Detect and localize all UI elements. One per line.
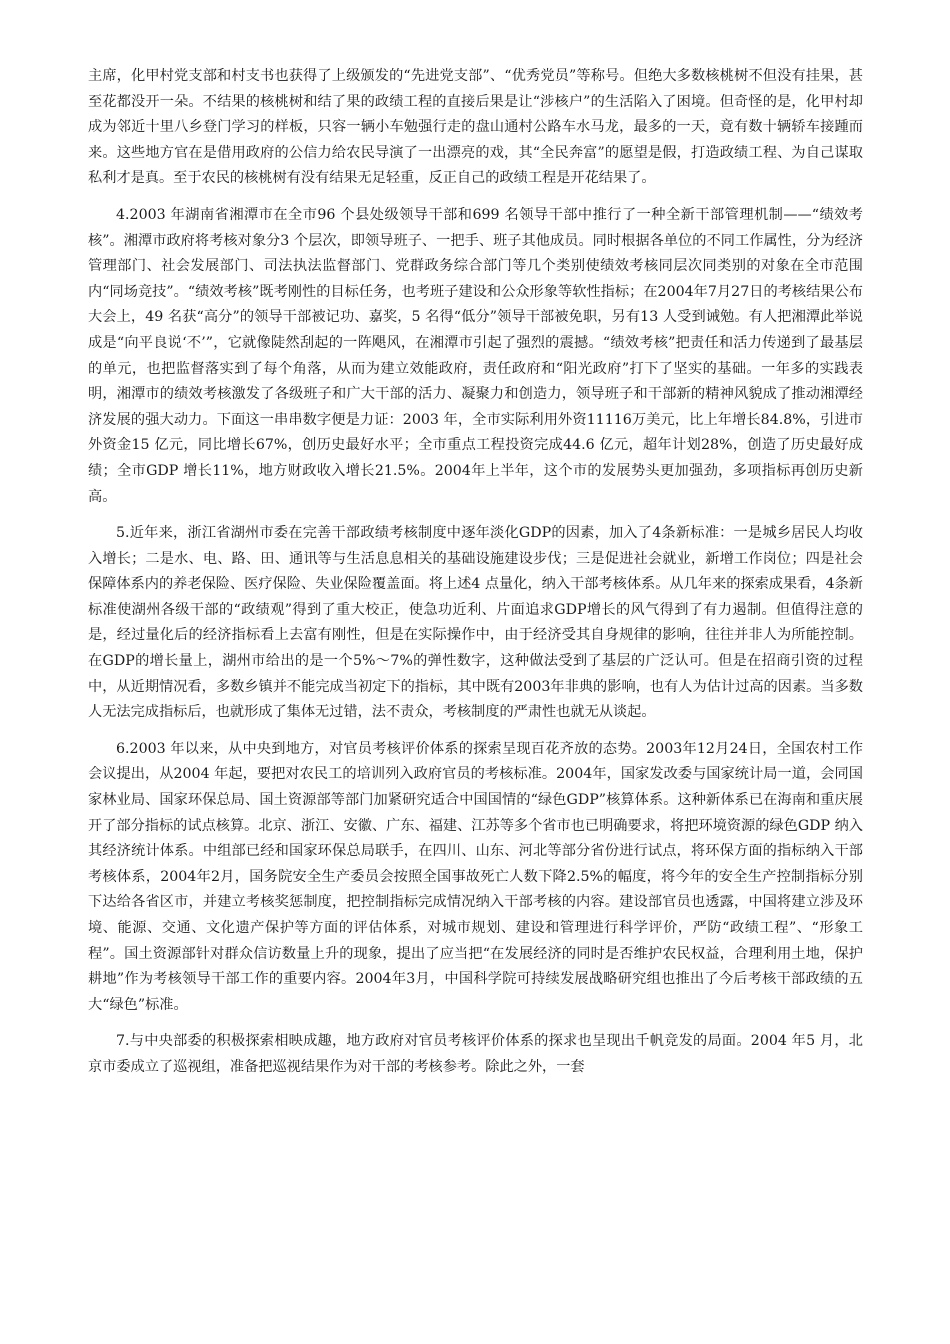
- document-body: [88, 64, 863, 1092]
- paragraph-item-6: 6.2003 年以来，从中央到地方，对官员考核评价体系的探索呈现百花齐放的态势。2003年12月24日，全国农村工作会议提出，从2004 年起，要把对农民工的培训列入政府官员的考核标准。2004年，国家发改委与国家统计局一道，会同国家林业局、国家环保总局、国土资源部等部门加紧研究适合中国国情的“绿色GDP”核算体系。这种新体系已在海南和重庆展开了部分指标的试点核算。北京、浙江、安徽、广东、福建、江苏等多个省市也已明确要求，将把环境资源的绿色GDP 纳入其经济统计体系。中组部已经和国家环保总局联手，在四川、山东、河北等部分省份进行试点，将环保方面的指标纳入干部考核体系，2004年2月，国务院安全生产委员会按照全国事故死亡人数下降2.5%的幅度，将今年的安全生产控制指标分别下达给各省区市，并建立考核奖惩制度，把控制指标完成情况纳入干部考核的内容。建设部官员也透露，中国将建立涉及环境、能源、交通、文化遗产保护等方面的评估体系，对城市规划、建设和管理进行科学评价，严防“政绩工程”、“形象工程”。国土资源部针对群众信访数量上升的现象，提出了应当把“在发展经济的同时是否维护农民权益，合理利用土地，保护耕地”作为考核领导干部工作的重要内容。2004年3月，中国科学院可持续发展战略研究组也推出了今后考核干部政绩的五大“绿色”标准。: [88, 740, 863, 1013]
- paragraph-continuation: 主席，化甲村党支部和村支书也获得了上级颁发的“先进党支部”、“优秀党员”等称号。但绝大多数核桃树不但没有挂果，甚至花都没开一朵。不结果的核桃树和结了果的政绩工程的直接后果是让“涉核户”的生活陷入了困境。但奇怪的是，化甲村却成为邻近十里八乡登门学习的样板，只容一辆小车勉强行走的盘山通村公路车水马龙，最多的一天，竟有数十辆轿车接踵而来。这些地方官在是借用政府的公信力给农民导演了一出漂亮的戏，其“全民奔富”的愿望是假，打造政绩工程、为自己谋取私利才是真。至于农民的核桃树有没有结果无足轻重，反正自己的政绩工程是开花结果了。: [88, 68, 863, 187]
- paragraph-item-4: 4.2003 年湖南省湘潭市在全市96 个县处级领导干部和699 名领导干部中推行了一种全新干部管理机制——“绩效考核”。湘潭市政府将考核对象分3 个层次，即领导班子、一把手、班子其他成员。同时根据各单位的不同工作属性，分为经济管理部门、社会发展部门、司法执法监督部门、党群政务综合部门等几个类别使绩效考核同层次同类别的对象在全市范围内“同场竞技”。“绩效考核”既考刚性的目标任务，也考班子建设和公众形象等软性指标；在2004年7月27日的考核结果公布大会上，49 名获“高分”的领导干部被记功、嘉奖，5 名得“低分”领导干部被免职，另有13 人受到诫勉。有人把湘潭此举说成是“向平良说‘不’”，它就像陡然刮起的一阵飓风，在湘潭市引起了强烈的震撼。“绩效考核”把责任和活力传递到了最基层的单元，也把监督落实到了每个角落，从而为建立效能政府，责任政府和“阳光政府”打下了坚实的基础。一年多的实践表明，湘潭市的绩效考核激发了各级班子和广大干部的活力、凝聚力和创造力，领导班子和干部新的精神风貌成了推动湘潭经济发展的强大动力。下面这一串串数字便是力证：2003 年，全市实际利用外资11116万美元，比上年增长84.8%，引进市外资金15 亿元，同比增长67%，创历史最好水平；全市重点工程投资完成44.6 亿元，超年计划28%，创造了历史最好成绩；全市GDP 增长11%，地方财政收入增长21.5%。2004年上半年，这个市的发展势头更加强劲，多项指标再创历史新高。: [88, 206, 863, 505]
- paragraph-item-7: 7.与中央部委的积极探索相映成趣，地方政府对官员考核评价体系的探求也呈现出千帆竞发的局面。2004 年5 月，北京市委成立了巡视组，准备把巡视结果作为对干部的考核参考。除此之外，一套: [88, 1033, 863, 1075]
- paragraph-item-5: 5.近年来，浙江省湖州市委在完善干部政绩考核制度中逐年淡化GDP的因素，加入了4条新标准：一是城乡居民人均收入增长；二是水、电、路、田、通讯等与生活息息相关的基础设施建设步伐；三是促进社会就业，新增工作岗位；四是社会保障体系内的养老保险、医疗保险、失业保险覆盖面。将上述4 点量化，纳入干部考核体系。从几年来的探索成果看，4条新标准使湖州各级干部的“政绩观”得到了重大校正，使急功近利、片面追求GDP增长的风气得到了有力遏制。但值得注意的是，经过量化后的经济指标看上去富有刚性，但是在实际操作中，由于经济受其自身规律的影响，往往并非人为所能控制。在GDP的增长量上，湖州市给出的是一个5%～7%的弹性数字，这种做法受到了基层的广泛认可。但是在招商引资的过程中，从近期情况看，多数乡镇并不能完成当初定下的指标，其中既有2003年非典的影响，也有人为估计过高的因素。当多数人无法完成指标后，也就形成了集体无过错，法不责众，考核制度的严肃性也就无从谈起。: [88, 525, 863, 721]
